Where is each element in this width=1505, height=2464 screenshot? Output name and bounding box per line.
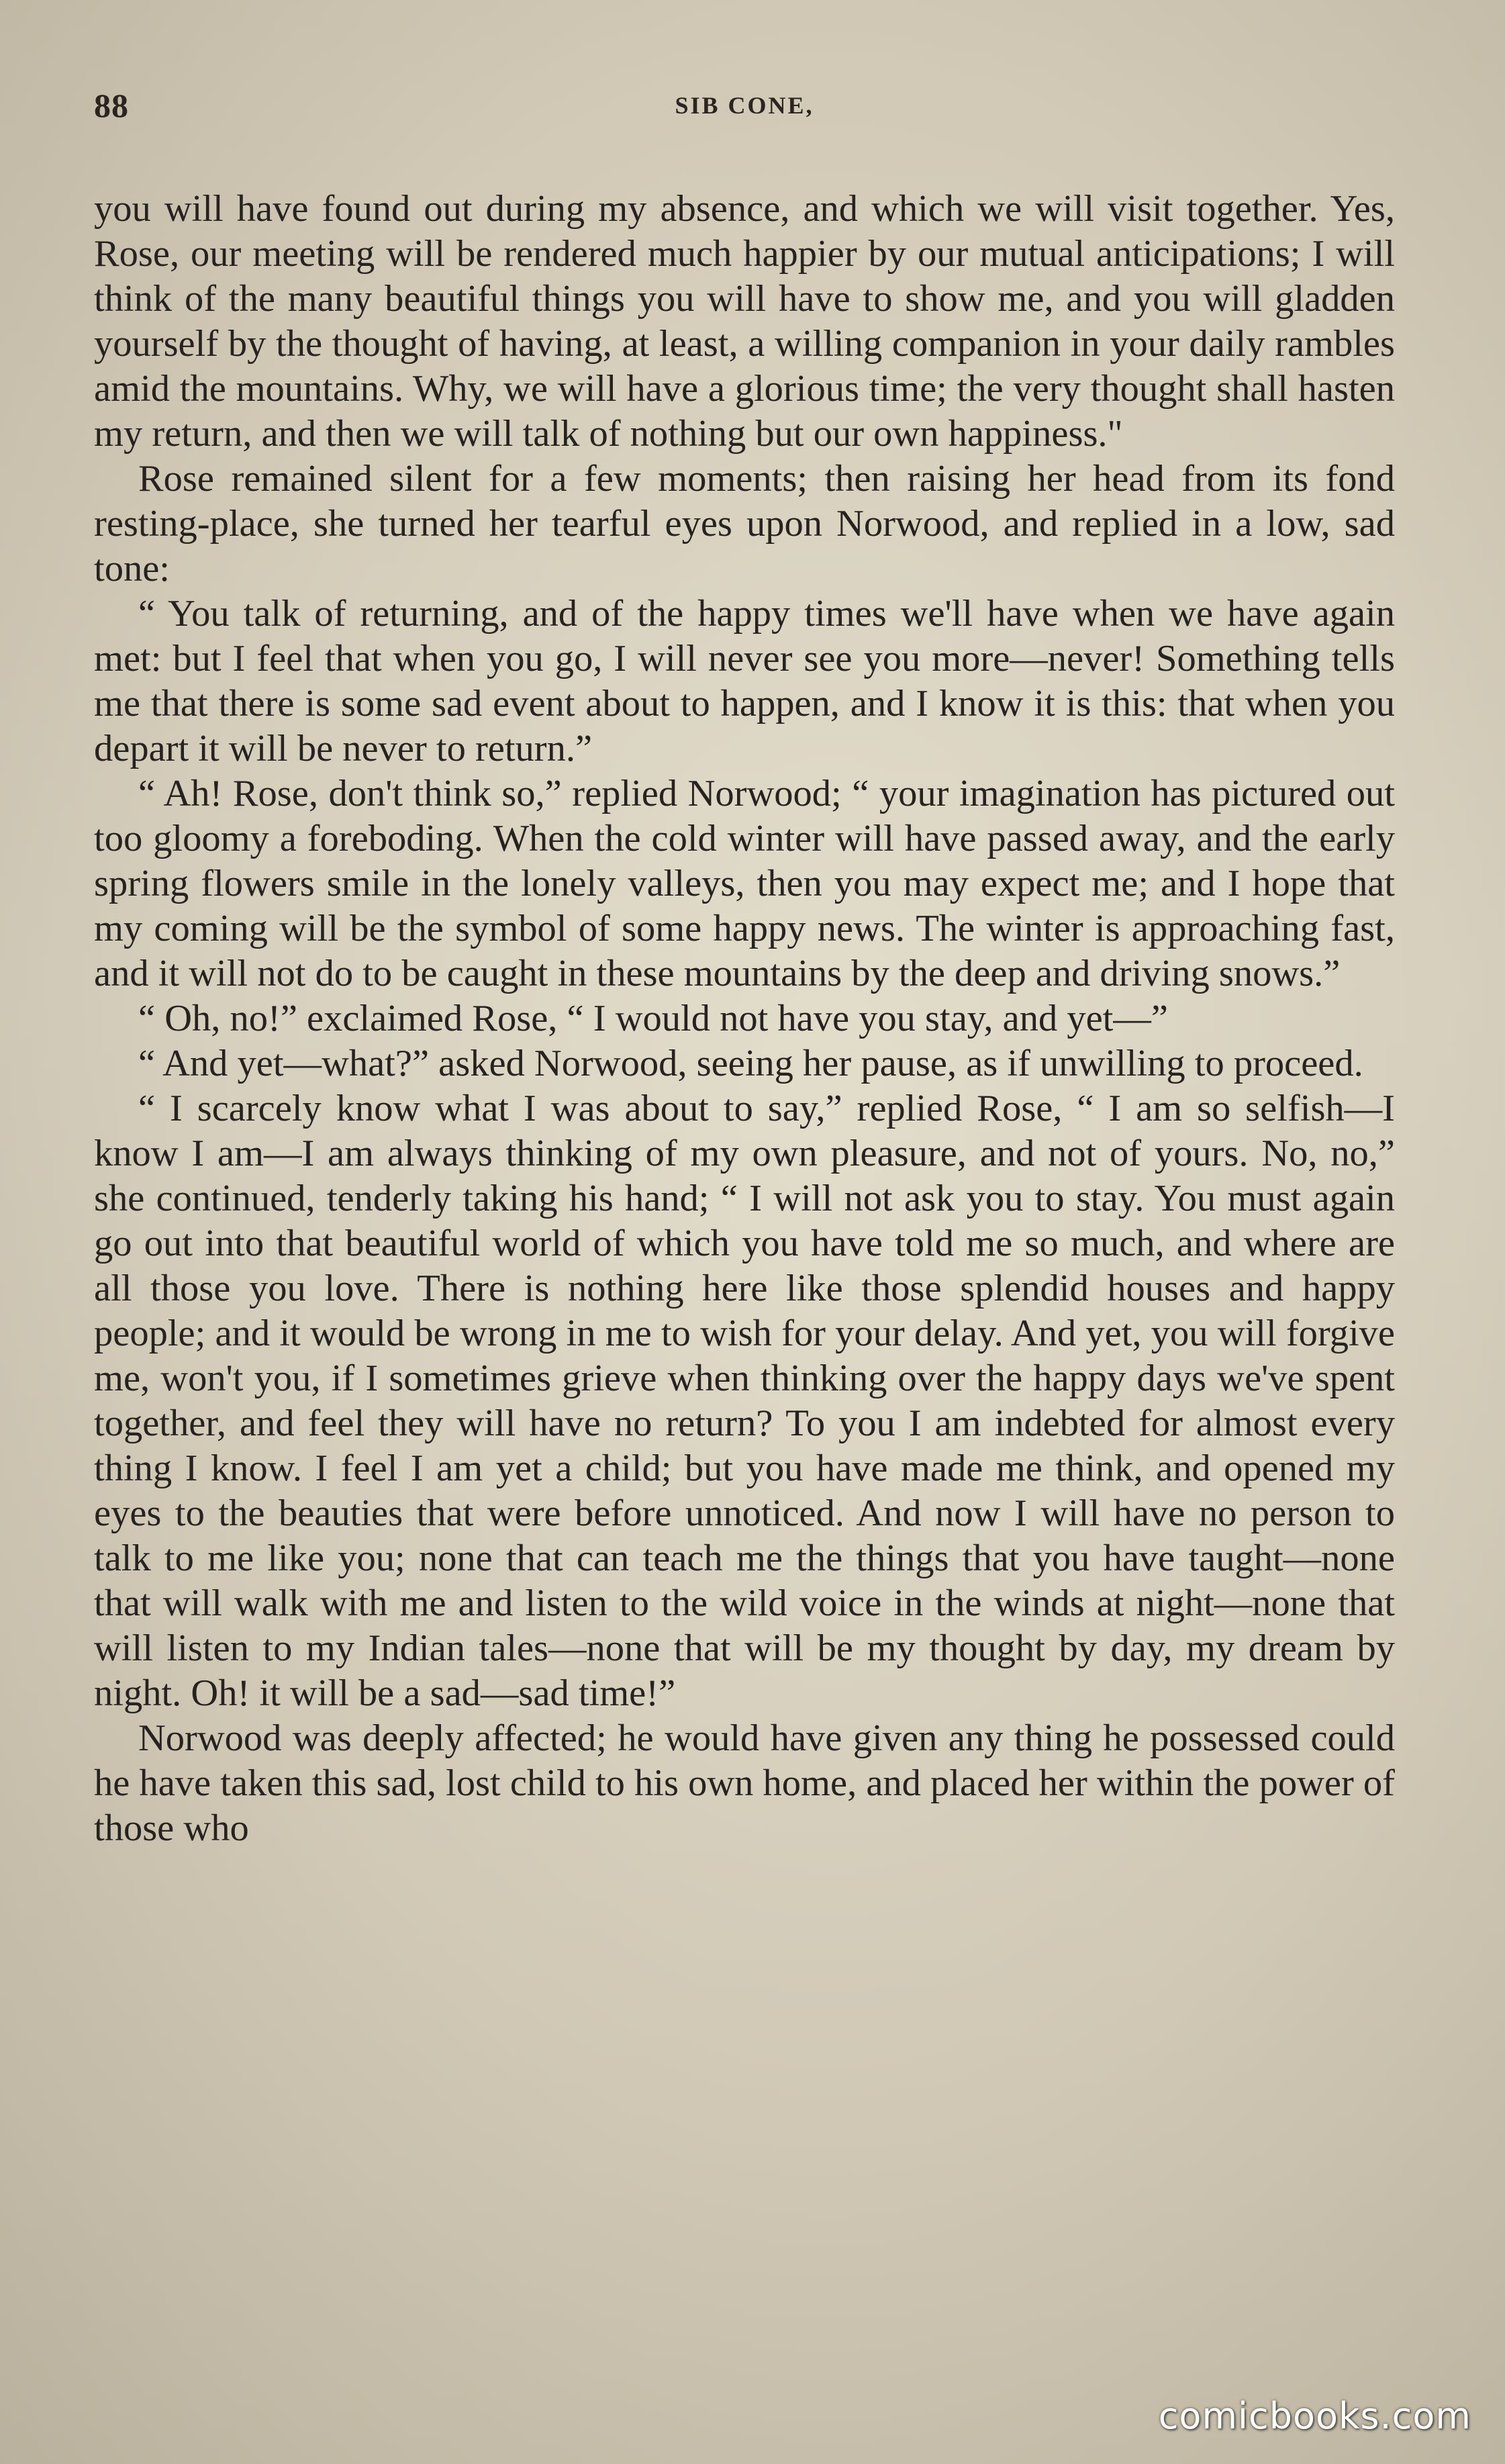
paragraph: you will have found out during my absence, and which we will visit together. Yes, Rose, our meeting will be rendered much happier by our mutual anticipations; I will think of the many beautiful things you will have to show me, and you will gladden yourself by the thought of having, at least, a willing companion in your daily rambles amid the mountains. Why, we will have a glorious time; the very thought shall hasten my return, and then we will talk of nothing but our own happiness." [94, 188, 1395, 455]
paragraph: Norwood was deeply affected; he would have given any thing he possessed could he have taken this sad, lost child to his own home, and placed her within the power of those who [94, 1717, 1395, 1849]
body-text [94, 187, 1395, 1851]
paragraph: “ You talk of returning, and of the happy times we'll have when we have again met: but I feel that when you go, I will never see you more—never! Something tells me that there is some sad event about to happen, and I know it is this: that when you depart it will be never to return.” [94, 593, 1395, 769]
watermark: comicbooks.com [1158, 2395, 1471, 2437]
paragraph: “ Oh, no!” exclaimed Rose, “ I would not have you stay, and yet—” [138, 998, 1168, 1039]
page-number: 88 [94, 87, 129, 124]
paragraph: “ And yet—what?” asked Norwood, seeing her pause, as if unwilling to proceed. [138, 1043, 1363, 1084]
running-title: SIB CONE, [675, 92, 814, 119]
running-head [94, 86, 1395, 133]
paragraph: Rose remained silent for a few moments; then raising her head from its fond resting-place, she turned her tearful eyes upon Norwood, and replied in a low, sad tone: [94, 458, 1395, 589]
paragraph: “ Ah! Rose, don't think so,” replied Norwood; “ your imagination has pictured out too gloomy a foreboding. When the cold winter will have passed away, and the early spring flowers smile in the lonely valleys, then you may expect me; and I hope that my coming will be the symbol of some happy news. The winter is approaching fast, and it will not do to be caught in these mountains by the deep and driving snows.” [94, 773, 1395, 994]
paragraph: “ I scarcely know what I was about to say,” replied Rose, “ I am so selfish—I know I am—I am always thinking of my own pleasure, and not of yours. No, no,” she continued, tenderly taking his hand; “ I will not ask you to stay. You must again go out into that beautiful world of which you have told me so much, and where are all those you love. There is nothing here like those splendid houses and happy people; and it would be wrong in me to wish for your delay. And yet, you will forgive me, won't you, if I sometimes grieve when thinking over the happy days we've spent together, and feel they will have no return? To you I am indebted for almost every thing I know. I feel I am yet a child; but you have made me think, and opened my eyes to the beauties that were before unnoticed. And now I will have no person to talk to me like you; none that can teach me the things that you have taught—none that will walk with me and listen to the wild voice in the winds at night—none that will listen to my Indian tales—none that will be my thought by day, my dream by night. Oh! it will be a sad—sad time!” [94, 1088, 1395, 1714]
